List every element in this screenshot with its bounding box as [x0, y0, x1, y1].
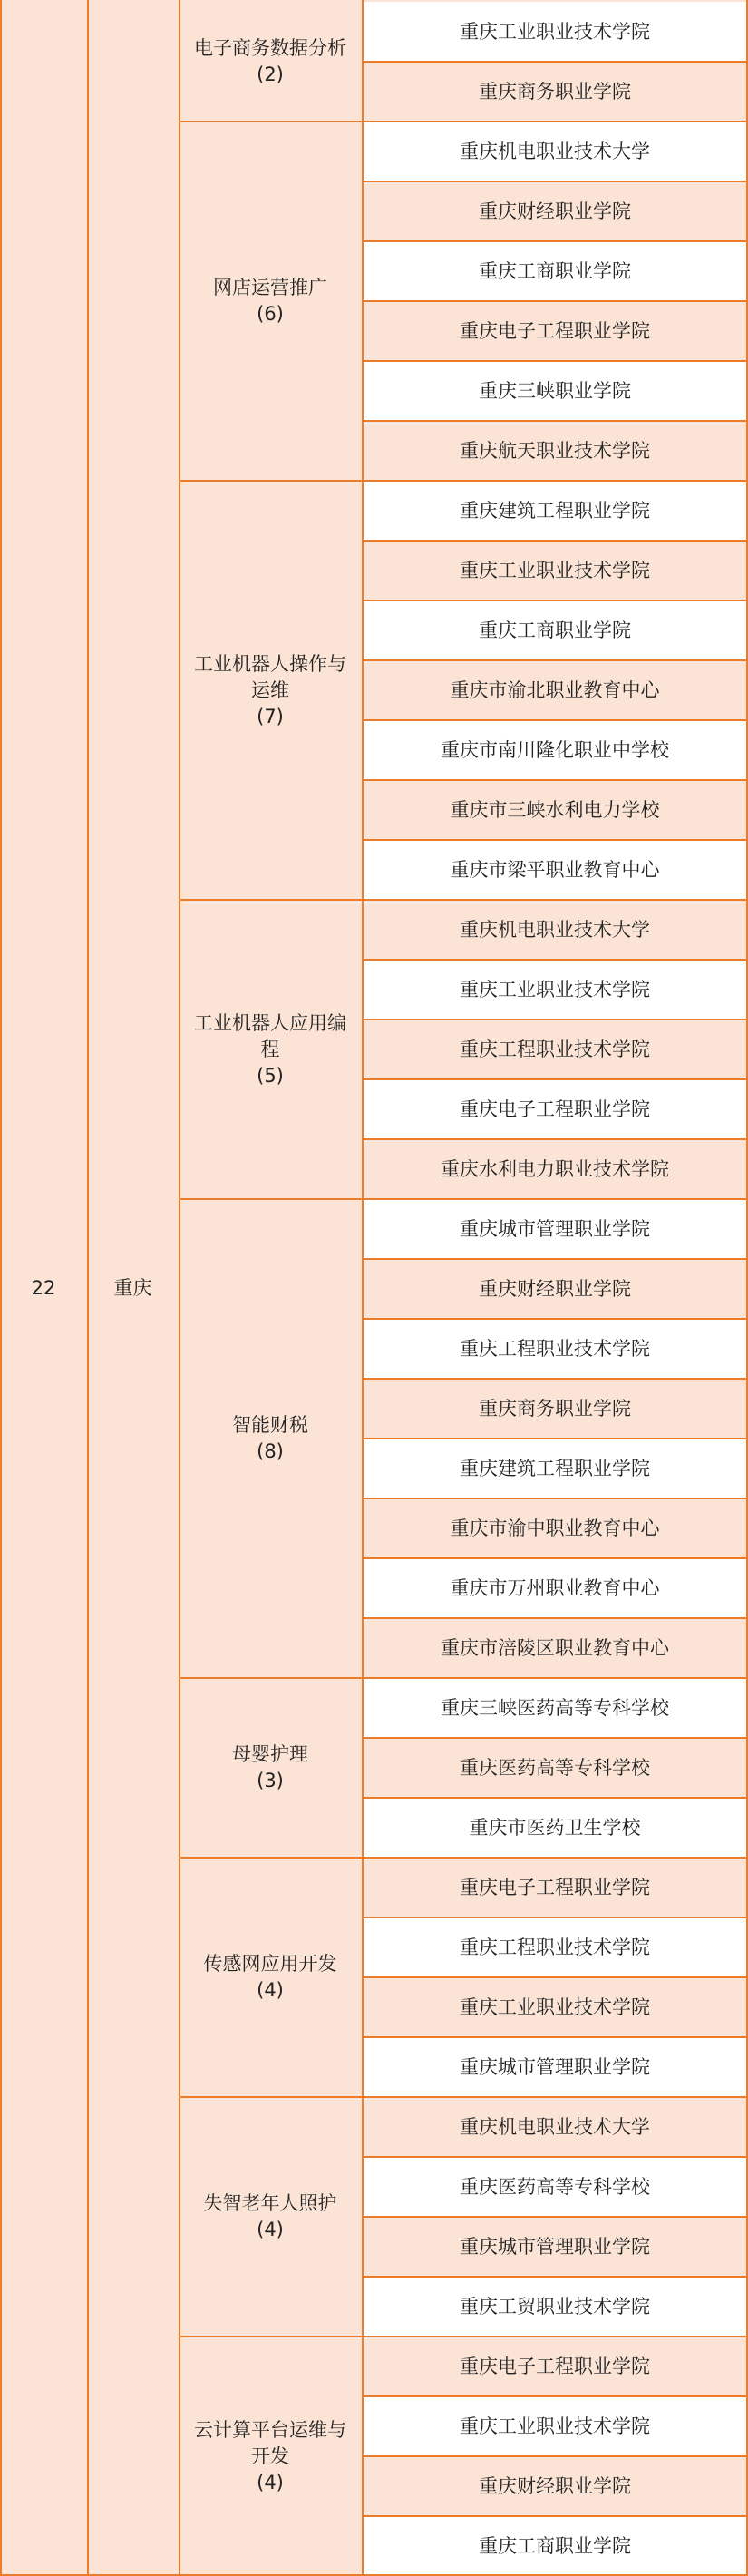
column-border	[87, 0, 89, 2576]
row-border	[362, 61, 748, 63]
school-cell: 重庆市南川隆化职业中学校	[362, 720, 748, 780]
school-cell: 重庆财经职业学院	[362, 1259, 748, 1319]
school-cell: 重庆工程职业技术学院	[362, 1319, 748, 1379]
school-cell: 重庆市渝中职业教育中心	[362, 1498, 748, 1558]
row-border	[362, 959, 748, 961]
row-border	[362, 1138, 748, 1140]
school-cell: 重庆电子工程职业学院	[362, 1858, 748, 1917]
row-border	[362, 839, 748, 841]
row-border	[362, 1378, 748, 1380]
major-count: (4)	[257, 2471, 284, 2493]
major-name: 智能财税	[232, 1414, 308, 1436]
row-border	[362, 719, 748, 721]
major-cell	[179, 1678, 362, 1858]
major-cell	[179, 2, 362, 122]
row-border	[362, 600, 748, 601]
major-name: 云计算平台运维与开发	[194, 2418, 346, 2467]
row-border	[362, 2036, 748, 2038]
row-border	[362, 2096, 748, 2098]
row-border	[362, 899, 748, 901]
row-border	[362, 1917, 748, 1918]
row-number-cell: 22	[0, 0, 87, 2576]
school-cell: 重庆电子工程职业学院	[362, 2337, 748, 2396]
major-cell	[179, 1199, 362, 1678]
major-count: (8)	[257, 1440, 284, 1462]
major-cell	[179, 2097, 362, 2337]
major-cell	[179, 900, 362, 1199]
row-border	[362, 300, 748, 302]
major-cell	[179, 122, 362, 481]
row-border	[362, 779, 748, 781]
row-border	[362, 2276, 748, 2278]
row-border	[362, 2156, 748, 2158]
major-name: 失智老年人照护	[203, 2192, 337, 2214]
row-border	[362, 1438, 748, 1439]
school-cell: 重庆建筑工程职业学院	[362, 481, 748, 541]
school-cell: 重庆医药高等专科学校	[362, 2157, 748, 2217]
major-name: 网店运营推广	[213, 277, 327, 298]
row-border	[362, 1677, 748, 1679]
row-border	[362, 2395, 748, 2397]
row-border	[362, 2336, 748, 2337]
row-border	[362, 181, 748, 182]
school-cell: 重庆财经职业学院	[362, 181, 748, 241]
row-border	[362, 540, 748, 542]
school-cell: 重庆市三峡水利电力学校	[362, 780, 748, 840]
row-border	[362, 659, 748, 661]
major-name: 工业机器人应用编程	[194, 1011, 346, 1060]
school-cell: 重庆城市管理职业学院	[362, 2037, 748, 2097]
major-cell	[179, 1858, 362, 2097]
row-border	[362, 240, 748, 242]
row-border	[362, 1078, 748, 1080]
school-cell: 重庆三峡职业学院	[362, 361, 748, 421]
row-border	[362, 1557, 748, 1559]
school-cell: 重庆城市管理职业学院	[362, 1199, 748, 1259]
school-cell: 重庆城市管理职业学院	[362, 2217, 748, 2277]
school-cell: 重庆市渝北职业教育中心	[362, 660, 748, 720]
school-cell: 重庆市梁平职业教育中心	[362, 840, 748, 900]
major-count: (7)	[257, 705, 284, 727]
major-count: (4)	[257, 1979, 284, 2001]
row-border	[362, 1258, 748, 1260]
school-cell: 重庆工业职业技术学院	[362, 541, 748, 600]
row-border	[362, 1498, 748, 1499]
school-cell: 重庆市医药卫生学校	[362, 1798, 748, 1858]
school-cell: 重庆商务职业学院	[362, 1379, 748, 1439]
row-border	[362, 2216, 748, 2218]
major-name: 电子商务数据分析	[194, 37, 346, 59]
school-cell: 重庆工程职业技术学院	[362, 1917, 748, 1977]
major-count: (2)	[257, 63, 284, 85]
column-border	[179, 0, 180, 2576]
school-cell: 重庆建筑工程职业学院	[362, 1439, 748, 1498]
row-border	[362, 420, 748, 422]
row-border	[362, 480, 748, 482]
major-count: (3)	[257, 1770, 284, 1791]
major-count: (6)	[257, 303, 284, 325]
row-border	[362, 1198, 748, 1200]
column-border	[362, 0, 364, 2576]
school-cell: 重庆工商职业学院	[362, 2516, 748, 2576]
major-cell	[179, 481, 362, 900]
school-cell: 重庆工商职业学院	[362, 600, 748, 660]
row-border	[362, 1857, 748, 1859]
school-cell: 重庆市涪陵区职业教育中心	[362, 1618, 748, 1678]
school-cell: 重庆机电职业技术大学	[362, 2097, 748, 2157]
school-cell: 重庆工业职业技术学院	[362, 2396, 748, 2456]
school-cell: 重庆电子工程职业学院	[362, 301, 748, 361]
school-cell: 重庆工业职业技术学院	[362, 2, 748, 62]
row-border	[362, 1318, 748, 1320]
row-border	[362, 1976, 748, 1978]
school-cell: 重庆商务职业学院	[362, 62, 748, 122]
school-cell: 重庆市万州职业教育中心	[362, 1558, 748, 1618]
school-cell: 重庆医药高等专科学校	[362, 1738, 748, 1798]
row-border	[362, 2455, 748, 2457]
major-name: 母婴护理	[232, 1743, 308, 1765]
school-cell: 重庆工业职业技术学院	[362, 960, 748, 1020]
row-border	[362, 360, 748, 362]
school-cell: 重庆电子工程职业学院	[362, 1079, 748, 1139]
school-cell: 重庆工业职业技术学院	[362, 1977, 748, 2037]
column-border	[0, 0, 2, 2576]
school-cell: 重庆工程职业技术学院	[362, 1020, 748, 1079]
school-cell: 重庆三峡医药高等专科学校	[362, 1678, 748, 1738]
school-cell: 重庆工商职业学院	[362, 241, 748, 301]
row-border	[362, 1737, 748, 1739]
major-name: 工业机器人操作与运维	[194, 652, 346, 701]
school-cell: 重庆财经职业学院	[362, 2456, 748, 2516]
province-cell: 重庆	[87, 0, 179, 2576]
row-border	[362, 1019, 748, 1020]
school-cell: 重庆机电职业技术大学	[362, 122, 748, 181]
school-cell: 重庆工贸职业技术学院	[362, 2277, 748, 2337]
school-cell: 重庆机电职业技术大学	[362, 900, 748, 960]
major-cell	[179, 2337, 362, 2576]
major-name: 传感网应用开发	[203, 1953, 337, 1975]
school-cell: 重庆航天职业技术学院	[362, 421, 748, 481]
row-border	[362, 1797, 748, 1799]
row-border	[362, 2515, 748, 2517]
major-count: (5)	[257, 1064, 284, 1087]
row-border	[362, 1617, 748, 1619]
major-count: (4)	[257, 2219, 284, 2240]
school-cell: 重庆水利电力职业技术学院	[362, 1139, 748, 1199]
row-border	[362, 121, 748, 122]
